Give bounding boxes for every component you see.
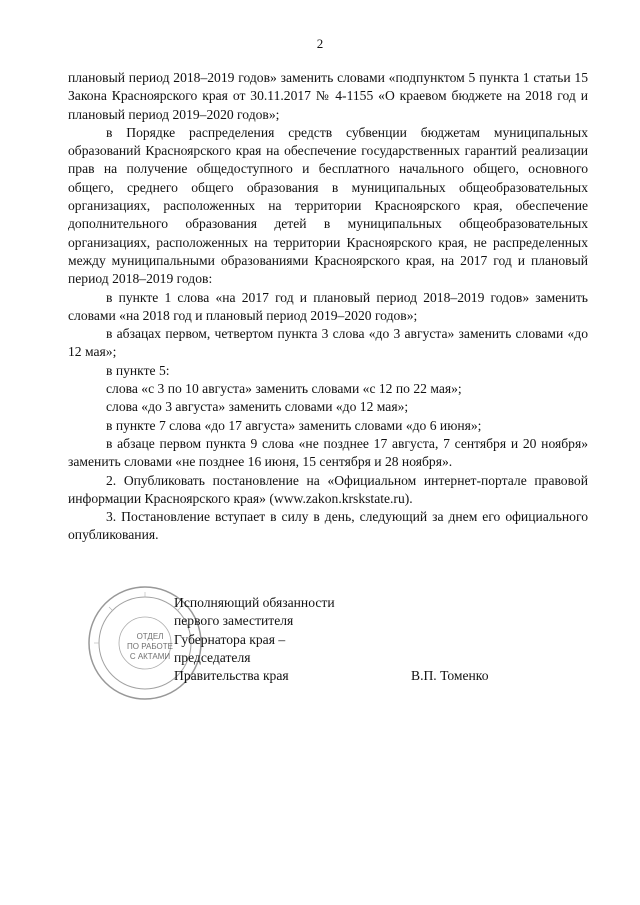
paragraph: слова «до 3 августа» заменить словами «до 12 мая»; xyxy=(106,399,409,415)
paragraph: в абзаце первом пункта 9 слова «не позднее 17 августа, 7 сентября и 20 ноября» заменить словами «не позднее 16 июня, 15 сентября и 28 ноября». xyxy=(68,435,588,470)
signature-block xyxy=(174,594,594,685)
signatory-title-line: Губернатора края – xyxy=(174,631,286,647)
seal-text: ОТДЕЛ ПО РАБОТЕ С АКТАМИ xyxy=(127,632,173,661)
signatory-title-line: первого заместителя xyxy=(174,613,294,629)
signatory-title-line: Исполняющий обязанности xyxy=(174,595,335,610)
paragraph: плановый период 2018–2019 годов» заменить словами «подпунктом 5 пункта 1 статьи 15 Закона Красноярского края от 30.11.2017 № 4-1155 «О краевом бюджете на 2018 год и плановый период 2019–2020 годов»; xyxy=(68,70,588,122)
signatory-title-line: Правительства края xyxy=(174,668,289,684)
paragraph: в пункте 5: xyxy=(106,362,170,378)
page-number: 2 xyxy=(316,36,324,51)
document-body xyxy=(68,69,588,545)
paragraph: слова «с 3 по 10 августа» заменить словами «с 12 по 22 мая»; xyxy=(106,381,462,397)
signatory-name: В.П. Томенко xyxy=(411,668,489,683)
signatory-title-line: председателя xyxy=(174,649,251,665)
paragraph: в Порядке распределения средств субвенции бюджетам муниципальных образований Красноярского края на обеспечение государственных гарантий реализации прав на получение общедоступного и бесплатного начального общего, основного общего, среднего общего образования в муниципальных общеобразовательных организациях, расположенных на территории Красноярского края, обеспечение дополнительного образования детей в муниципальных общеобразовательных организациях, расположенных на территории Красноярского края, не распределенных между муниципальными образованиями Красноярского края, на 2017 год и плановый период 2018–2019 годов: xyxy=(68,124,588,287)
paragraph: в абзацах первом, четвертом пункта 3 слова «до 3 августа» заменить словами «до 12 мая»; xyxy=(68,326,588,360)
paragraph: 3. Постановление вступает в силу в день, следующий за днем его официального опубликования. xyxy=(68,509,588,543)
paragraph: 2. Опубликовать постановление на «Официальном интернет-портале правовой информации Красноярского края» (www.zakon.krskstate.ru). xyxy=(68,472,588,506)
paragraph: в пункте 7 слова «до 17 августа» заменить словами «до 6 июня»; xyxy=(106,417,482,433)
paragraph: в пункте 1 слова «на 2017 год и плановый период 2018–2019 годов» заменить словами «на 2018 год и плановый период 2019–2020 годов»; xyxy=(68,289,588,323)
